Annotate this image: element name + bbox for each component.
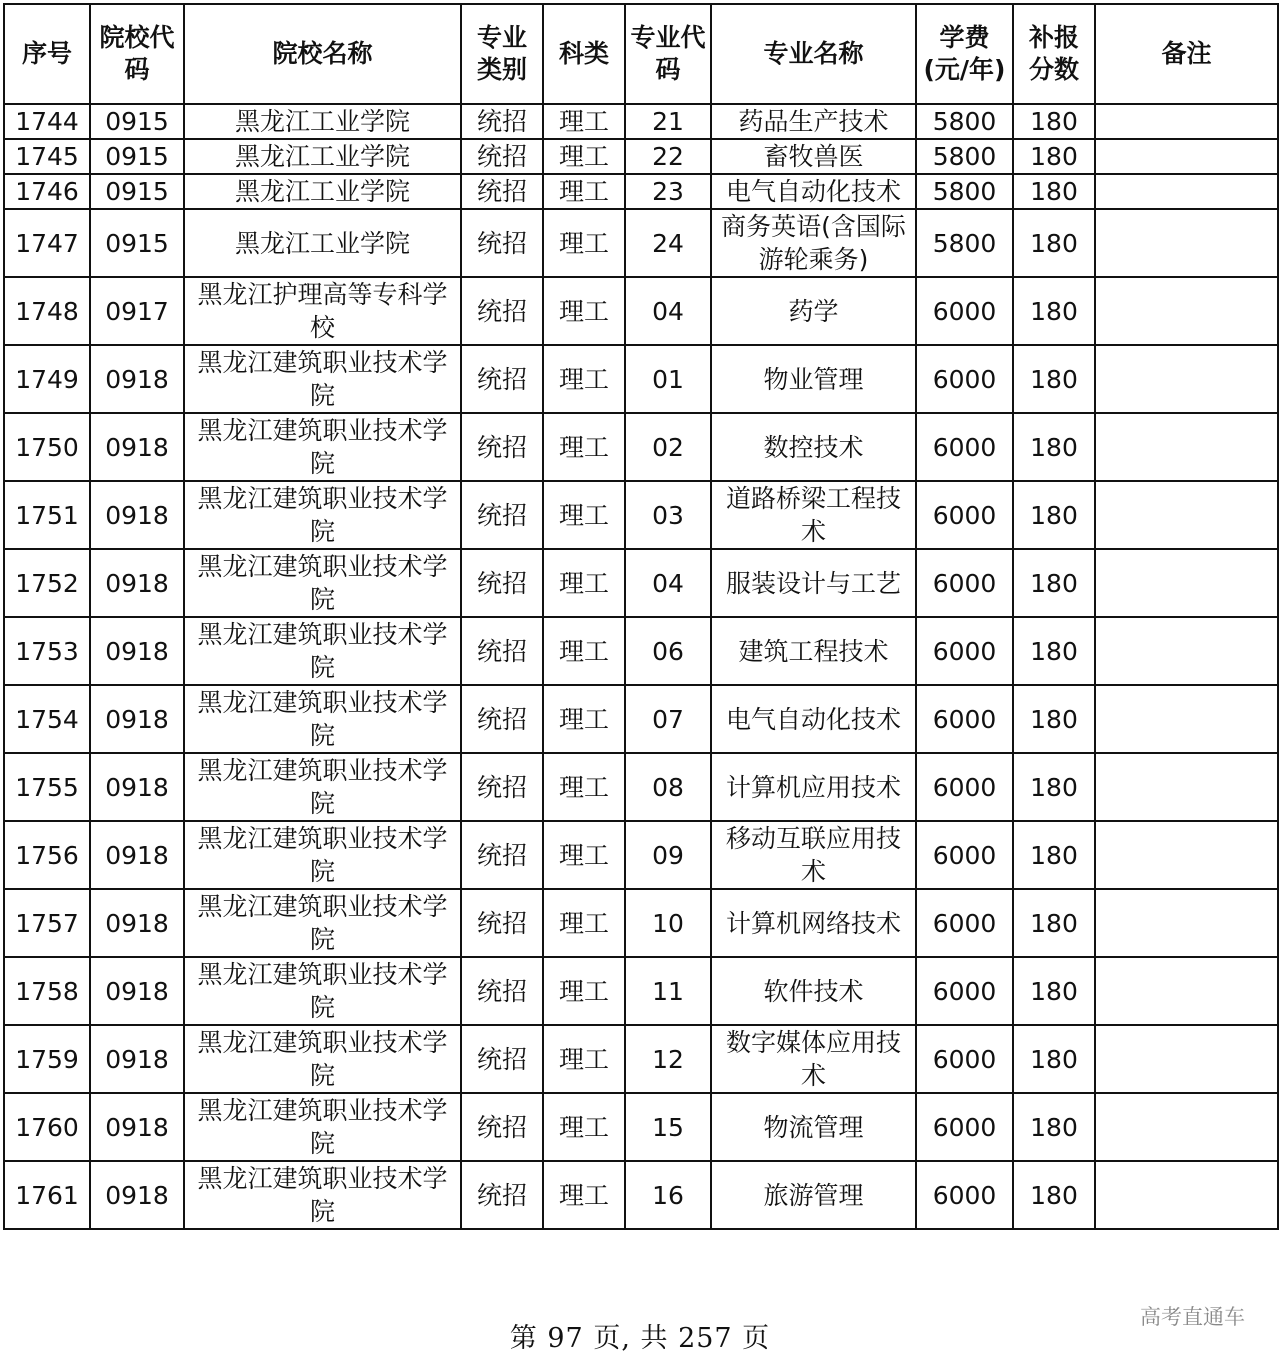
header-school-name: 院校名称 [184, 4, 461, 104]
row-school-name: 黑龙江建筑职业技术学院 [184, 753, 461, 821]
row-note [1095, 821, 1278, 889]
row-major-name: 电气自动化技术 [711, 174, 916, 209]
row-seq: 1755 [4, 753, 90, 821]
row-school-code: 0918 [90, 685, 184, 753]
header-category: 科类 [543, 4, 625, 104]
row-category: 理工 [543, 549, 625, 617]
row-major-name: 物流管理 [711, 1093, 916, 1161]
row-major-type: 统招 [461, 617, 543, 685]
row-category: 理工 [543, 104, 625, 139]
row-score: 180 [1013, 104, 1095, 139]
row-school-code: 0918 [90, 617, 184, 685]
row-school-code: 0915 [90, 104, 184, 139]
table-row [4, 139, 1278, 174]
row-tuition: 6000 [916, 753, 1013, 821]
row-tuition: 5800 [916, 209, 1013, 277]
row-seq: 1752 [4, 549, 90, 617]
row-major-code: 09 [625, 821, 711, 889]
row-major-name: 商务英语(含国际游轮乘务) [711, 209, 916, 277]
row-note [1095, 1093, 1278, 1161]
table-row [4, 617, 1278, 685]
row-tuition: 6000 [916, 617, 1013, 685]
row-major-name: 软件技术 [711, 957, 916, 1025]
row-major-code: 11 [625, 957, 711, 1025]
row-score: 180 [1013, 957, 1095, 1025]
table-row [4, 1161, 1278, 1229]
row-major-type: 统招 [461, 889, 543, 957]
row-school-name: 黑龙江工业学院 [184, 174, 461, 209]
row-major-name: 服装设计与工艺 [711, 549, 916, 617]
row-seq: 1757 [4, 889, 90, 957]
row-category: 理工 [543, 1161, 625, 1229]
row-major-type: 统招 [461, 413, 543, 481]
row-major-type: 统招 [461, 481, 543, 549]
row-major-code: 22 [625, 139, 711, 174]
row-major-name: 旅游管理 [711, 1161, 916, 1229]
row-note [1095, 413, 1278, 481]
row-major-type: 统招 [461, 821, 543, 889]
row-major-code: 15 [625, 1093, 711, 1161]
row-note [1095, 345, 1278, 413]
table-row [4, 753, 1278, 821]
row-school-name: 黑龙江建筑职业技术学院 [184, 1161, 461, 1229]
row-tuition: 6000 [916, 481, 1013, 549]
table-row [4, 104, 1278, 139]
row-note [1095, 209, 1278, 277]
row-category: 理工 [543, 209, 625, 277]
row-seq: 1751 [4, 481, 90, 549]
row-major-code: 06 [625, 617, 711, 685]
row-school-code: 0917 [90, 277, 184, 345]
row-score: 180 [1013, 1093, 1095, 1161]
row-major-type: 统招 [461, 549, 543, 617]
row-score: 180 [1013, 549, 1095, 617]
row-school-code: 0918 [90, 1025, 184, 1093]
row-note [1095, 617, 1278, 685]
row-school-name: 黑龙江建筑职业技术学院 [184, 481, 461, 549]
row-school-name: 黑龙江建筑职业技术学院 [184, 1093, 461, 1161]
row-school-code: 0915 [90, 209, 184, 277]
row-major-code: 01 [625, 345, 711, 413]
row-school-code: 0918 [90, 413, 184, 481]
row-seq: 1746 [4, 174, 90, 209]
row-note [1095, 753, 1278, 821]
row-major-type: 统招 [461, 1025, 543, 1093]
row-major-code: 16 [625, 1161, 711, 1229]
header-major-name: 专业名称 [711, 4, 916, 104]
table-row [4, 1025, 1278, 1093]
row-score: 180 [1013, 821, 1095, 889]
row-note [1095, 685, 1278, 753]
row-category: 理工 [543, 957, 625, 1025]
table-body [4, 104, 1278, 1229]
row-school-code: 0918 [90, 753, 184, 821]
row-category: 理工 [543, 1025, 625, 1093]
row-major-name: 移动互联应用技术 [711, 821, 916, 889]
table-row [4, 821, 1278, 889]
row-tuition: 5800 [916, 139, 1013, 174]
row-category: 理工 [543, 753, 625, 821]
row-major-type: 统招 [461, 277, 543, 345]
table-row [4, 889, 1278, 957]
row-tuition: 6000 [916, 549, 1013, 617]
row-note [1095, 889, 1278, 957]
row-score: 180 [1013, 139, 1095, 174]
row-major-code: 10 [625, 889, 711, 957]
row-major-name: 道路桥梁工程技术 [711, 481, 916, 549]
row-major-type: 统招 [461, 104, 543, 139]
row-school-name: 黑龙江建筑职业技术学院 [184, 345, 461, 413]
row-major-type: 统招 [461, 1093, 543, 1161]
row-major-code: 04 [625, 277, 711, 345]
row-major-type: 统招 [461, 957, 543, 1025]
row-major-code: 08 [625, 753, 711, 821]
row-major-name: 电气自动化技术 [711, 685, 916, 753]
row-note [1095, 139, 1278, 174]
admissions-table [3, 3, 1279, 1230]
row-seq: 1748 [4, 277, 90, 345]
row-seq: 1753 [4, 617, 90, 685]
row-major-type: 统招 [461, 753, 543, 821]
row-seq: 1754 [4, 685, 90, 753]
header-major-code: 专业代码 [625, 4, 711, 104]
row-school-code: 0918 [90, 889, 184, 957]
row-major-type: 统招 [461, 139, 543, 174]
row-category: 理工 [543, 617, 625, 685]
row-tuition: 6000 [916, 277, 1013, 345]
row-score: 180 [1013, 174, 1095, 209]
row-tuition: 6000 [916, 345, 1013, 413]
row-seq: 1761 [4, 1161, 90, 1229]
row-major-name: 计算机网络技术 [711, 889, 916, 957]
row-category: 理工 [543, 1093, 625, 1161]
table-row [4, 957, 1278, 1025]
row-category: 理工 [543, 139, 625, 174]
header-school-code: 院校代码 [90, 4, 184, 104]
row-seq: 1750 [4, 413, 90, 481]
row-school-name: 黑龙江建筑职业技术学院 [184, 957, 461, 1025]
row-score: 180 [1013, 481, 1095, 549]
row-score: 180 [1013, 209, 1095, 277]
row-school-name: 黑龙江护理高等专科学校 [184, 277, 461, 345]
row-note [1095, 277, 1278, 345]
table-row [4, 277, 1278, 345]
row-seq: 1759 [4, 1025, 90, 1093]
row-major-code: 07 [625, 685, 711, 753]
row-note [1095, 957, 1278, 1025]
row-school-code: 0918 [90, 821, 184, 889]
row-tuition: 6000 [916, 889, 1013, 957]
row-category: 理工 [543, 413, 625, 481]
row-note [1095, 1025, 1278, 1093]
row-category: 理工 [543, 277, 625, 345]
row-major-name: 药学 [711, 277, 916, 345]
row-seq: 1756 [4, 821, 90, 889]
row-seq: 1744 [4, 104, 90, 139]
row-seq: 1758 [4, 957, 90, 1025]
row-note [1095, 104, 1278, 139]
row-school-name: 黑龙江建筑职业技术学院 [184, 413, 461, 481]
row-score: 180 [1013, 617, 1095, 685]
row-tuition: 6000 [916, 821, 1013, 889]
row-major-name: 畜牧兽医 [711, 139, 916, 174]
row-tuition: 6000 [916, 413, 1013, 481]
row-major-type: 统招 [461, 685, 543, 753]
page-footer: 第 97 页, 共 257 页 [509, 1323, 771, 1354]
row-seq: 1760 [4, 1093, 90, 1161]
row-school-name: 黑龙江建筑职业技术学院 [184, 617, 461, 685]
row-major-type: 统招 [461, 1161, 543, 1229]
row-major-name: 数控技术 [711, 413, 916, 481]
row-score: 180 [1013, 685, 1095, 753]
row-category: 理工 [543, 481, 625, 549]
row-school-code: 0915 [90, 174, 184, 209]
row-major-code: 24 [625, 209, 711, 277]
row-school-name: 黑龙江工业学院 [184, 139, 461, 174]
row-seq: 1749 [4, 345, 90, 413]
table-row [4, 345, 1278, 413]
row-tuition: 6000 [916, 1025, 1013, 1093]
row-score: 180 [1013, 889, 1095, 957]
header-tuition: 学费(元/年) [916, 4, 1013, 104]
row-major-code: 21 [625, 104, 711, 139]
watermark: 高考直通车 [1140, 1305, 1245, 1329]
row-school-name: 黑龙江工业学院 [184, 104, 461, 139]
row-seq: 1745 [4, 139, 90, 174]
row-major-name: 建筑工程技术 [711, 617, 916, 685]
header-row [4, 4, 1278, 104]
row-school-code: 0918 [90, 345, 184, 413]
row-school-name: 黑龙江工业学院 [184, 209, 461, 277]
row-category: 理工 [543, 174, 625, 209]
table-row [4, 1093, 1278, 1161]
table-row [4, 481, 1278, 549]
row-school-code: 0918 [90, 1161, 184, 1229]
row-score: 180 [1013, 1025, 1095, 1093]
row-major-code: 12 [625, 1025, 711, 1093]
row-note [1095, 481, 1278, 549]
row-school-code: 0918 [90, 549, 184, 617]
row-major-name: 物业管理 [711, 345, 916, 413]
table-row [4, 685, 1278, 753]
row-tuition: 5800 [916, 104, 1013, 139]
row-major-code: 02 [625, 413, 711, 481]
row-score: 180 [1013, 753, 1095, 821]
row-school-name: 黑龙江建筑职业技术学院 [184, 889, 461, 957]
table-row [4, 209, 1278, 277]
row-major-name: 药品生产技术 [711, 104, 916, 139]
row-category: 理工 [543, 345, 625, 413]
row-tuition: 6000 [916, 957, 1013, 1025]
row-major-type: 统招 [461, 209, 543, 277]
row-score: 180 [1013, 277, 1095, 345]
row-score: 180 [1013, 413, 1095, 481]
row-school-name: 黑龙江建筑职业技术学院 [184, 549, 461, 617]
header-seq: 序号 [4, 4, 90, 104]
row-school-name: 黑龙江建筑职业技术学院 [184, 685, 461, 753]
row-tuition: 6000 [916, 1093, 1013, 1161]
row-school-code: 0918 [90, 957, 184, 1025]
row-note [1095, 549, 1278, 617]
header-major-type: 专业类别 [461, 4, 543, 104]
row-tuition: 6000 [916, 1161, 1013, 1229]
row-major-code: 03 [625, 481, 711, 549]
row-category: 理工 [543, 889, 625, 957]
row-major-code: 23 [625, 174, 711, 209]
row-score: 180 [1013, 345, 1095, 413]
row-school-code: 0915 [90, 139, 184, 174]
row-tuition: 6000 [916, 685, 1013, 753]
row-major-type: 统招 [461, 345, 543, 413]
row-school-code: 0918 [90, 1093, 184, 1161]
table-row [4, 174, 1278, 209]
table-row [4, 413, 1278, 481]
row-seq: 1747 [4, 209, 90, 277]
row-note [1095, 1161, 1278, 1229]
row-note [1095, 174, 1278, 209]
row-major-name: 数字媒体应用技术 [711, 1025, 916, 1093]
row-school-name: 黑龙江建筑职业技术学院 [184, 821, 461, 889]
row-major-type: 统招 [461, 174, 543, 209]
row-school-name: 黑龙江建筑职业技术学院 [184, 1025, 461, 1093]
row-category: 理工 [543, 685, 625, 753]
row-school-code: 0918 [90, 481, 184, 549]
table-row [4, 549, 1278, 617]
row-major-code: 04 [625, 549, 711, 617]
header-note: 备注 [1095, 4, 1278, 104]
row-category: 理工 [543, 821, 625, 889]
row-score: 180 [1013, 1161, 1095, 1229]
row-major-name: 计算机应用技术 [711, 753, 916, 821]
row-tuition: 5800 [916, 174, 1013, 209]
header-score: 补报分数 [1013, 4, 1095, 104]
